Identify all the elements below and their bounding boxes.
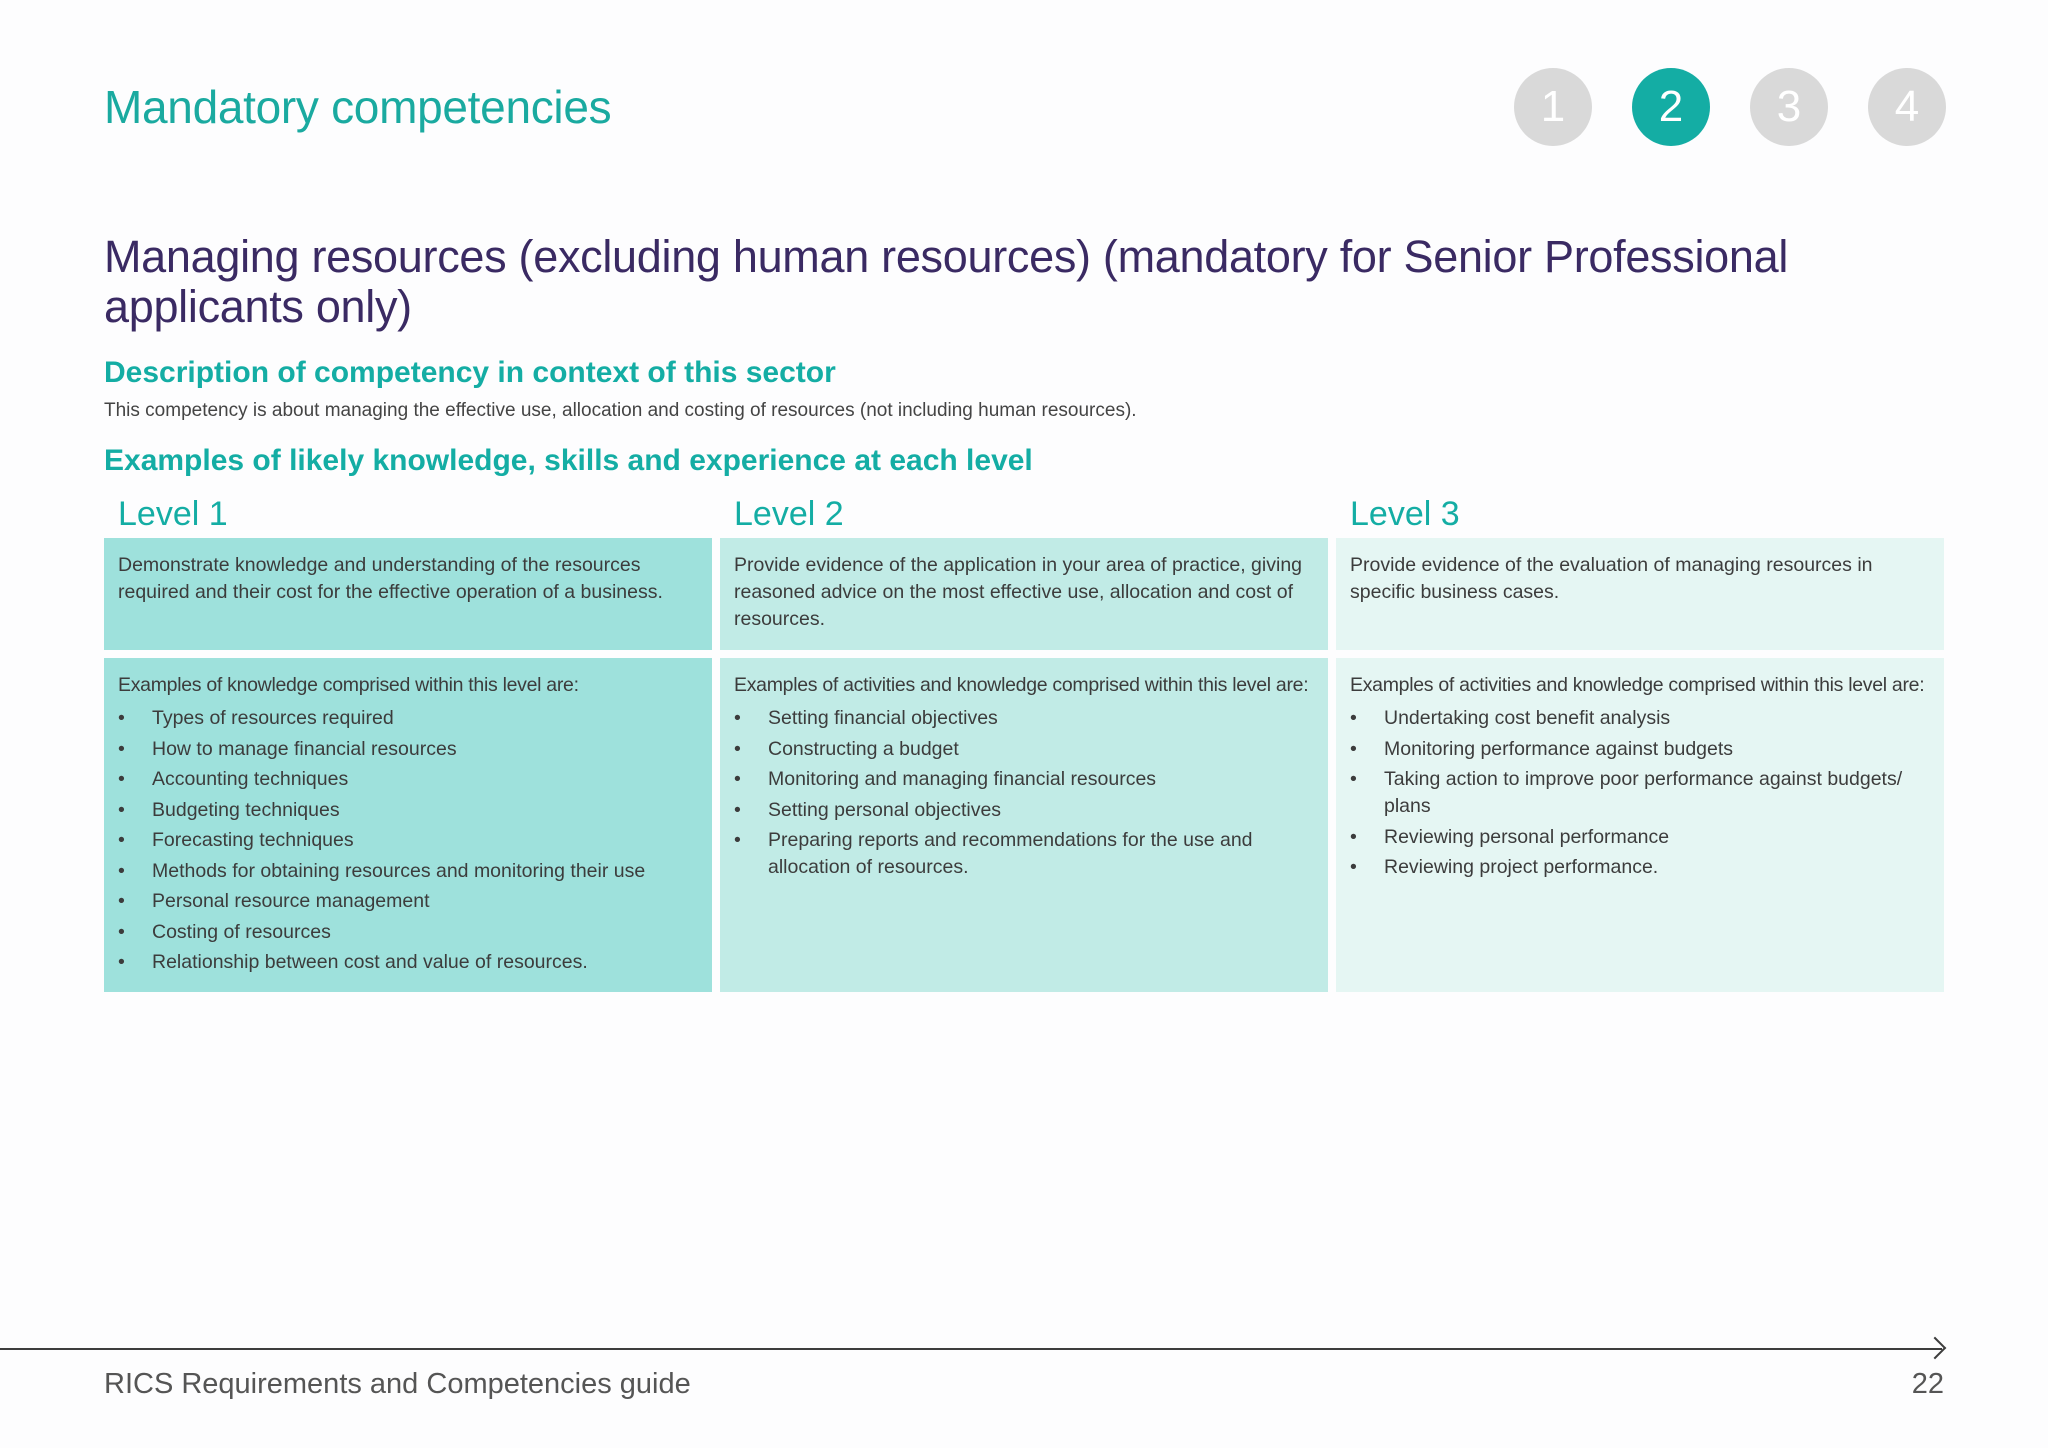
footer-title: RICS Requirements and Competencies guide xyxy=(104,1368,691,1400)
list-item: • Methods for obtaining resources and monitoring their use xyxy=(118,858,698,885)
level-1-column xyxy=(104,490,712,992)
level-2-examples xyxy=(720,658,1328,992)
nav-section-3[interactable]: 3 xyxy=(1750,68,1828,146)
level-2-column xyxy=(720,490,1328,992)
list-item: • Reviewing personal performance xyxy=(1350,824,1930,851)
level-2-examples-intro: Examples of activities and knowledge comprised within this level are: xyxy=(734,674,1309,696)
levels-table xyxy=(104,490,1944,992)
list-item: • Undertaking cost benefit analysis xyxy=(1350,705,1930,732)
next-arrow-icon[interactable] xyxy=(1924,1337,1947,1360)
description-heading: Description of competency in context of this sector xyxy=(104,356,836,389)
list-item: • Types of resources required xyxy=(118,705,698,732)
level-2-description: Provide evidence of the application in your area of practice, giving reasoned advice on the most effective use, allocation and cost of resources. xyxy=(720,538,1328,650)
list-item: • Monitoring and managing financial resources xyxy=(734,766,1314,793)
competency-description: This competency is about managing the effective use, allocation and costing of resources (not including human resources). xyxy=(104,400,1137,421)
list-item: • Taking action to improve poor performance against budgets/ plans xyxy=(1350,766,1930,820)
level-3-label: Level 3 xyxy=(1350,495,1460,533)
level-3-examples-intro: Examples of activities and knowledge comprised within this level are: xyxy=(1350,674,1925,696)
level-3-examples xyxy=(1336,658,1944,992)
list-item: • Reviewing project performance. xyxy=(1350,854,1930,881)
section-title: Mandatory competencies xyxy=(104,81,612,133)
level-2-label: Level 2 xyxy=(734,495,844,533)
footer-divider xyxy=(0,1348,1942,1350)
nav-section-2[interactable]: 2 xyxy=(1632,68,1710,146)
nav-section-4[interactable]: 4 xyxy=(1868,68,1946,146)
list-item: • Costing of resources xyxy=(118,919,698,946)
list-item: • Monitoring performance against budgets xyxy=(1350,736,1930,763)
list-item: • Setting personal objectives xyxy=(734,797,1314,824)
level-1-description: Demonstrate knowledge and understanding of the resources required and their cost for the effective operation of a business. xyxy=(104,538,712,650)
list-item: • Setting financial objectives xyxy=(734,705,1314,732)
level-3-examples-list xyxy=(1350,705,1930,881)
nav-section-1[interactable]: 1 xyxy=(1514,68,1592,146)
level-2-examples-list xyxy=(734,705,1314,881)
section-nav xyxy=(1514,68,1946,146)
page-heading: Managing resources (excluding human resources) (mandatory for Senior Professional applicants only) xyxy=(104,231,1789,332)
level-1-examples xyxy=(104,658,712,992)
page-number: 22 xyxy=(1911,1368,1944,1400)
level-1-label: Level 1 xyxy=(118,495,228,533)
level-1-examples-intro: Examples of knowledge comprised within this level are: xyxy=(118,674,579,696)
list-item: • Relationship between cost and value of resources. xyxy=(118,949,698,976)
list-item: • Preparing reports and recommendations for the use and allocation of resources. xyxy=(734,827,1314,881)
list-item: • How to manage financial resources xyxy=(118,736,698,763)
list-item: • Forecasting techniques xyxy=(118,827,698,854)
list-item: • Personal resource management xyxy=(118,888,698,915)
level-1-examples-list xyxy=(118,705,698,976)
level-3-description: Provide evidence of the evaluation of managing resources in specific business cases. xyxy=(1336,538,1944,650)
examples-heading: Examples of likely knowledge, skills and experience at each level xyxy=(104,444,1033,477)
list-item: • Accounting techniques xyxy=(118,766,698,793)
list-item: • Constructing a budget xyxy=(734,736,1314,763)
level-3-column xyxy=(1336,490,1944,992)
list-item: • Budgeting techniques xyxy=(118,797,698,824)
